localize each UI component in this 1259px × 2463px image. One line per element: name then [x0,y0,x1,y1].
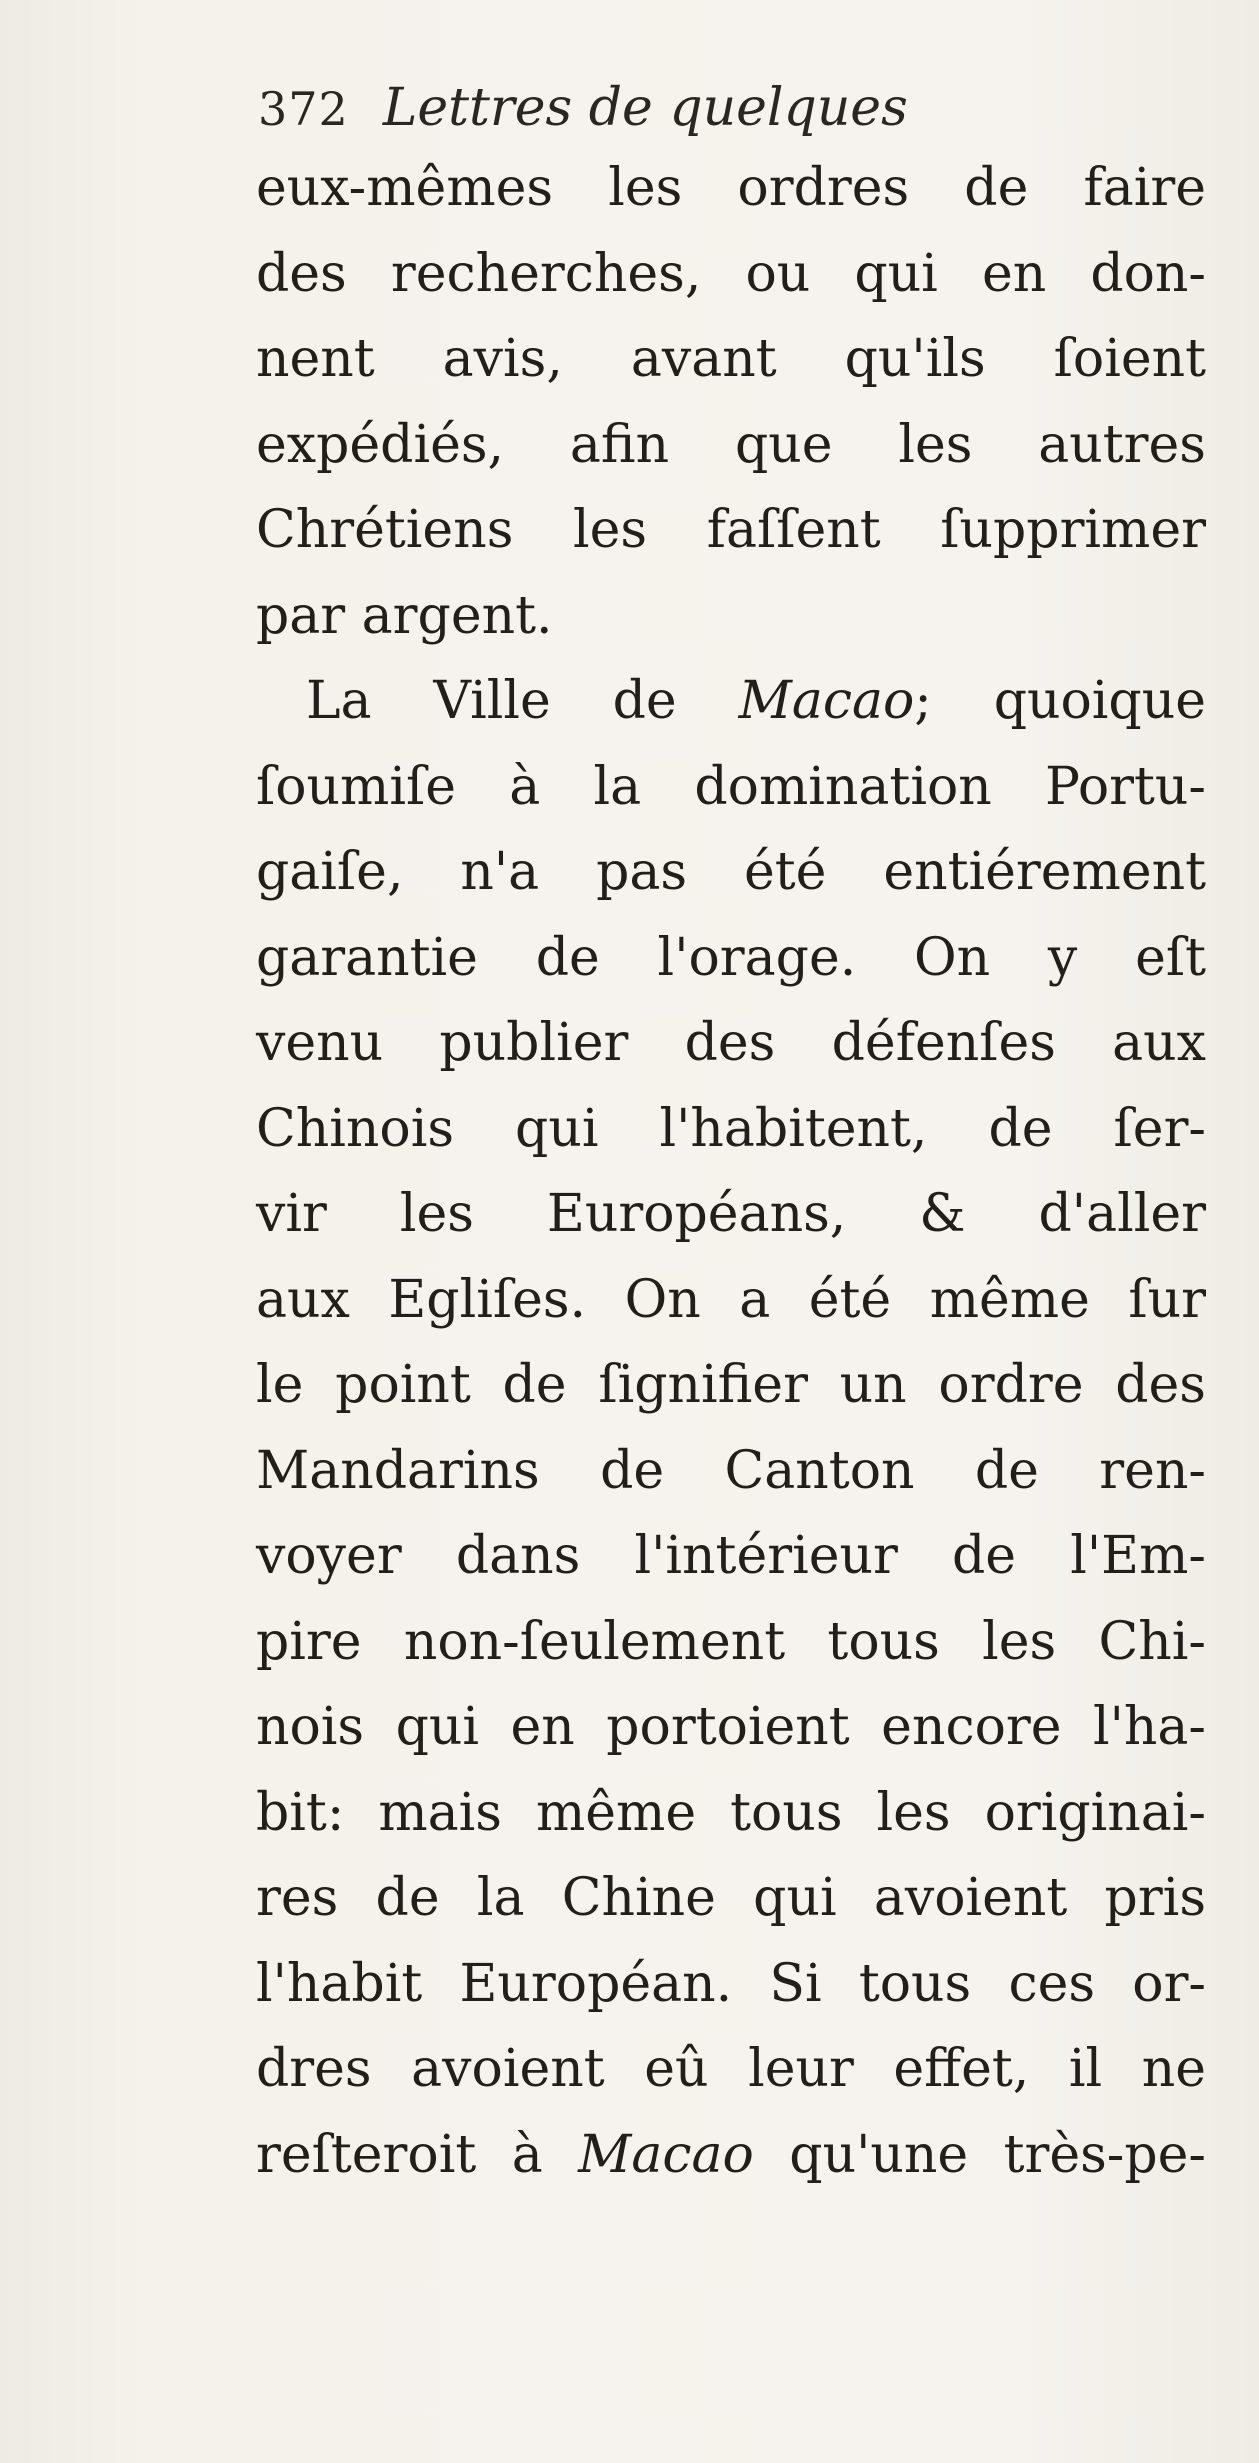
text-line: garantie de l'orage. On y eſt [256,927,1206,988]
text-run: qu'une très-pe- [753,2124,1206,2185]
text-line: bit: mais même tous les originai- [256,1782,1206,1843]
text-run: reſteroit à [256,2124,579,2185]
text-line: des recherches, ou qui en don- [256,243,1206,304]
text-run: La Ville de [306,671,739,731]
text-line: vir les Européans, & d'aller [256,1184,1206,1244]
text-line: voyer dans l'intérieur de l'Em- [256,1526,1206,1586]
text-run: ; quoique [914,671,1206,731]
text-line: aux Egliſes. On a été même ſur [256,1269,1206,1330]
text-line [256,2113,1206,2199]
text-line: venu publier des défenſes aux [256,1013,1206,1073]
text-line: dres avoient eû leur effet, il ne [256,2039,1206,2099]
text-line: Mandarins de Canton de ren- [256,1440,1206,1501]
text-line: l'habit Européan. Si tous ces or- [256,1953,1206,2014]
text-line: gaiſe, n'a pas été entiérement [256,842,1206,902]
page-number: 372 [258,82,349,136]
paragraph-start-line [256,659,1206,745]
text-line: nent avis, avant qu'ils ſoient [256,329,1206,389]
text-line: par argent. [256,585,553,646]
text-line: Chrétiens les faſſent ſupprimer [256,500,1206,560]
running-title: Lettres de quelques [382,78,908,138]
text-line: eux-mêmes les ordres de faire [256,158,1206,218]
text-line: res de la Chine qui avoient pris [256,1868,1206,1928]
text-line: ſoumiſe à la domination Portu- [256,756,1206,817]
place-name-macao: Macao [738,671,915,731]
text-line: pire non-ſeulement tous les Chi- [256,1611,1206,1672]
text-line: expédiés, afin que les autres [256,414,1206,475]
body-text [256,146,1206,2198]
text-line: Chinois qui l'habitent, de ſer- [256,1098,1206,1159]
place-name-macao: Macao [578,2124,754,2185]
text-line: nois qui en portoient encore l'ha- [256,1697,1206,1757]
text-line: le point de ſignifier un ordre des [256,1355,1206,1415]
